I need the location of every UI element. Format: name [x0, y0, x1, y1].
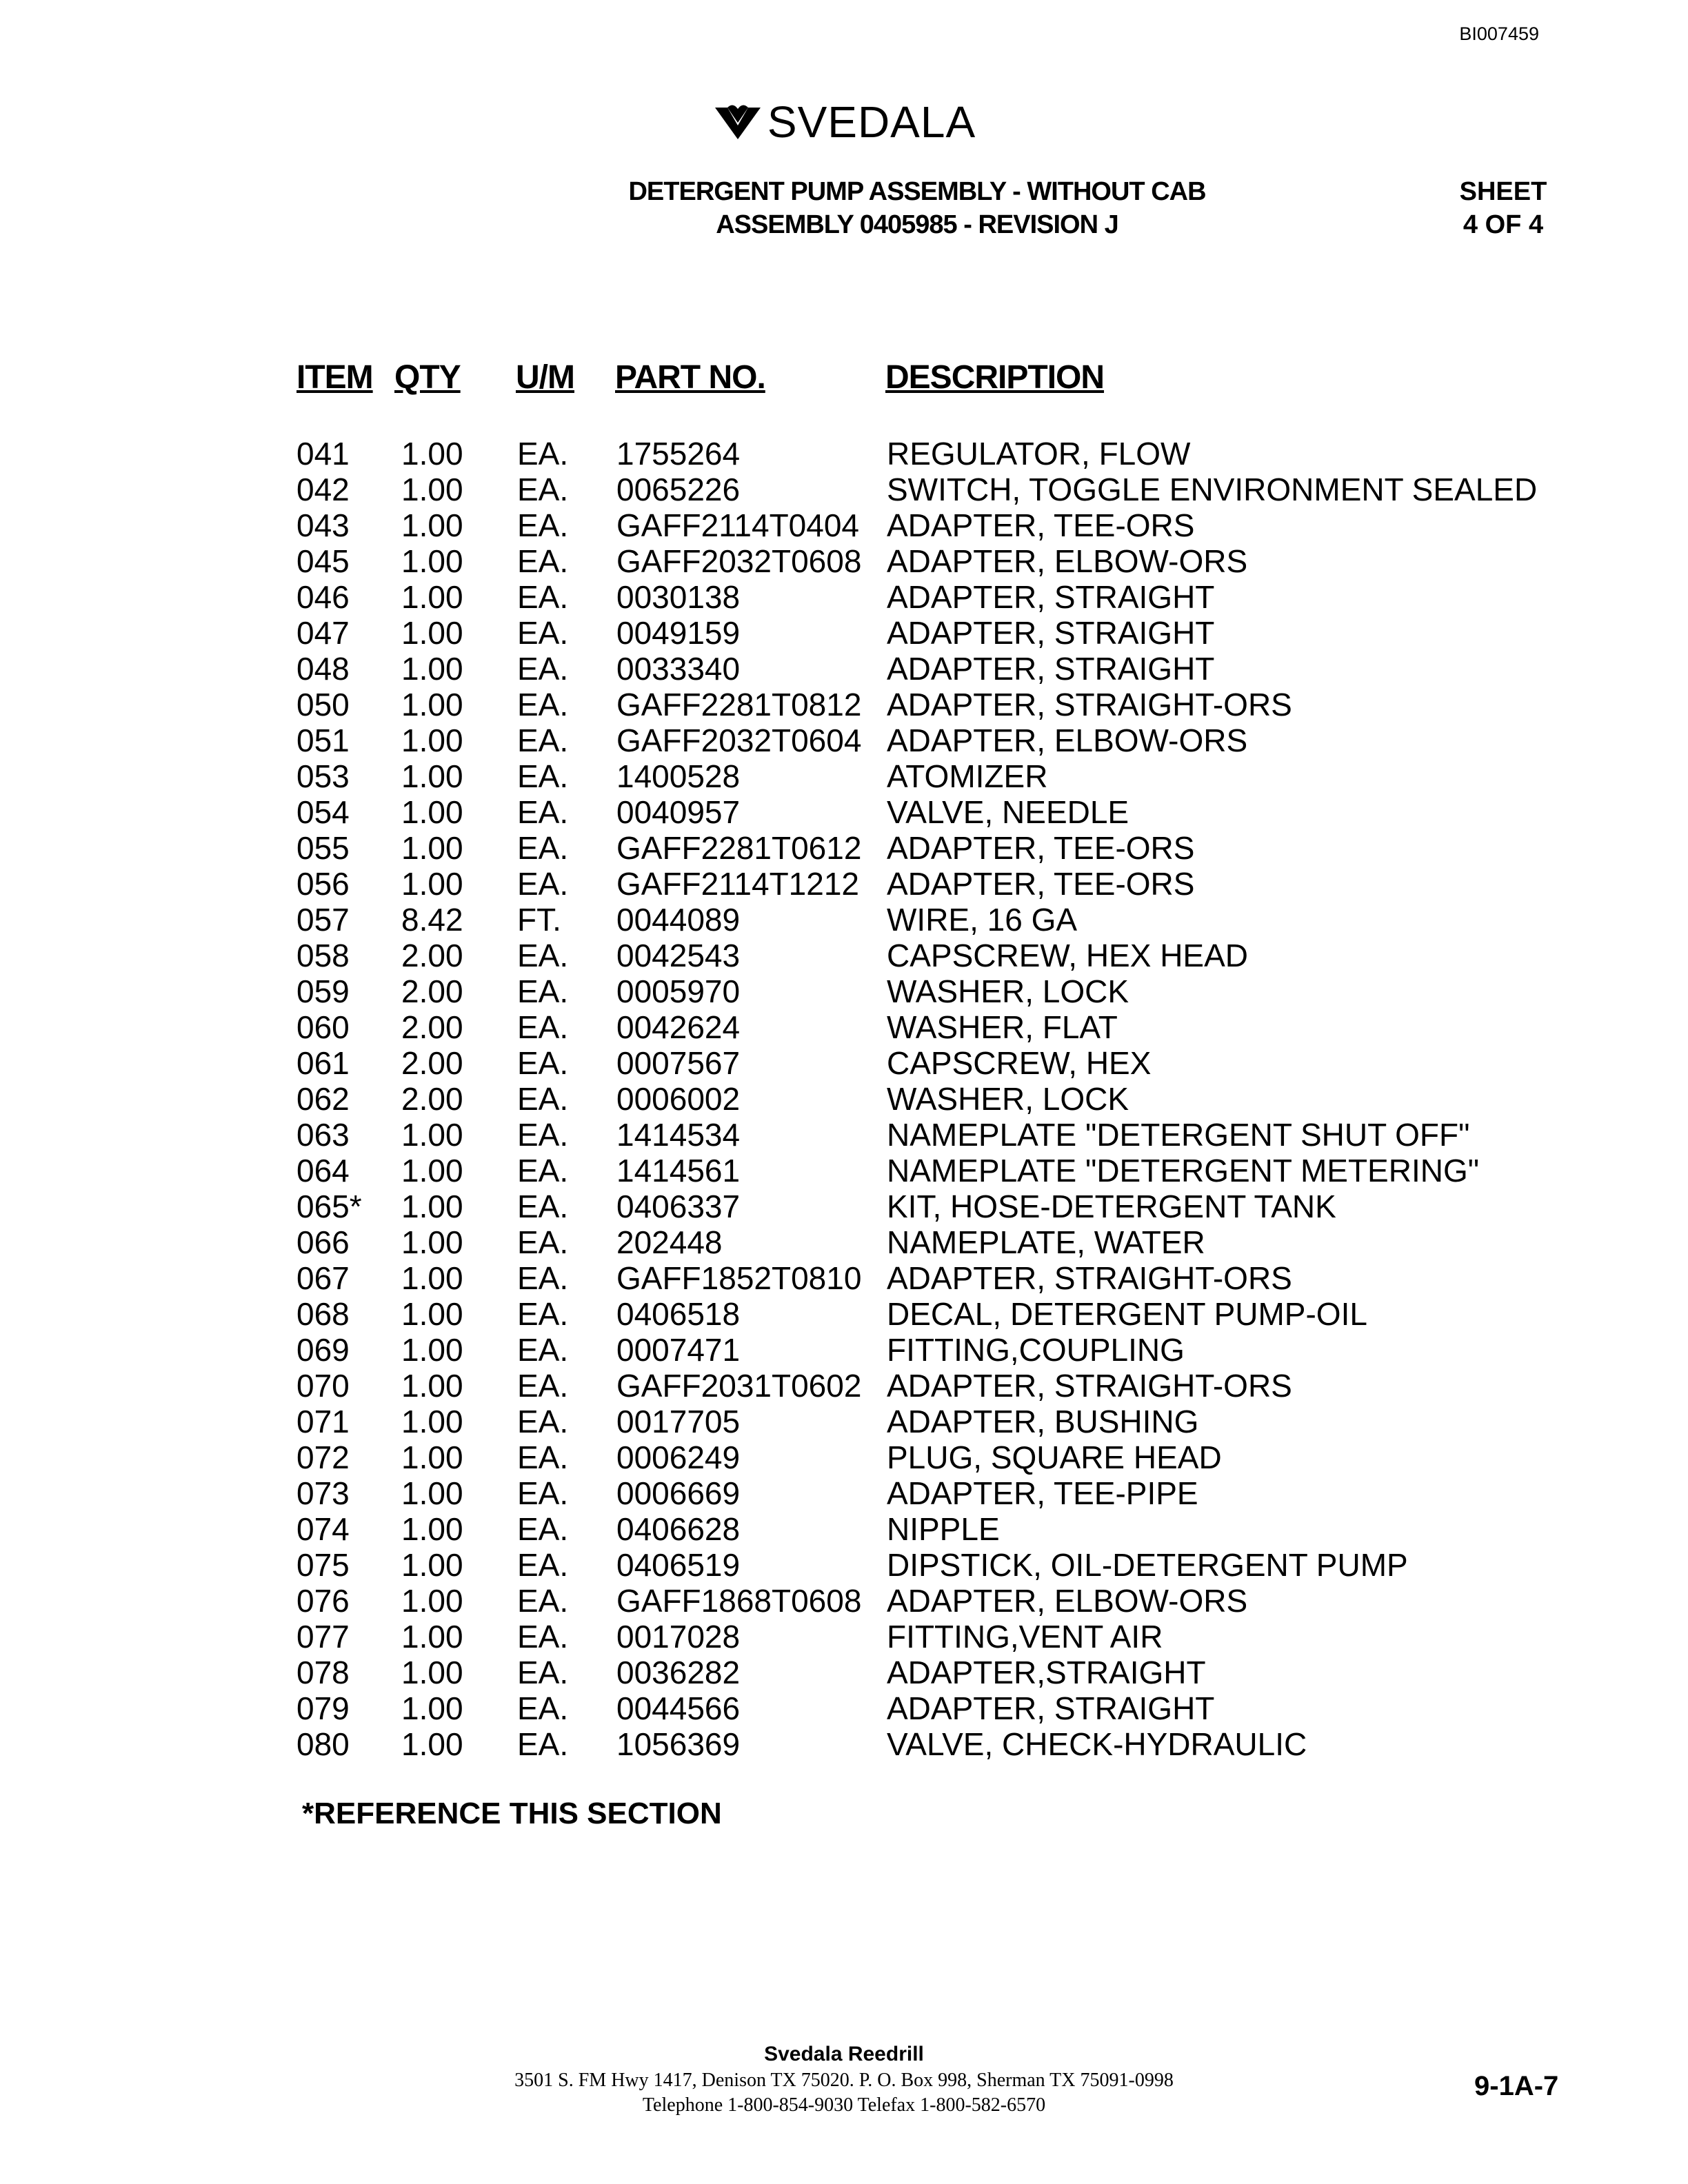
- cell-um: EA.: [517, 1439, 569, 1475]
- cell-um: EA.: [517, 758, 569, 794]
- cell-qty: 1.00: [401, 436, 463, 472]
- cell-part-no: 0017028: [616, 1619, 741, 1655]
- cell-item: 073: [297, 1475, 350, 1511]
- cell-qty: 1.00: [401, 1690, 463, 1726]
- cell-um: EA.: [517, 1726, 569, 1762]
- cell-description: WASHER, LOCK: [887, 973, 1129, 1009]
- cell-description: ADAPTER, ELBOW-ORS: [887, 543, 1248, 579]
- cell-qty: 1.00: [401, 1224, 463, 1260]
- footer-telephone: Telephone 1-800-854-9030 Telefax 1-800-582-6570: [642, 2094, 1046, 2116]
- cell-item: 042: [297, 472, 350, 507]
- cell-description: ADAPTER, TEE-ORS: [887, 830, 1195, 866]
- cell-um: EA.: [517, 436, 569, 472]
- document-title: [572, 175, 1262, 241]
- cell-description: DECAL, DETERGENT PUMP-OIL: [887, 1296, 1367, 1332]
- cell-description: FITTING,VENT AIR: [887, 1619, 1163, 1655]
- cell-item: 050: [297, 687, 350, 722]
- table-row: [0, 507, 1688, 543]
- cell-um: EA.: [517, 1153, 569, 1189]
- table-row: [0, 579, 1688, 615]
- cell-item: 078: [297, 1655, 350, 1690]
- table-row: [0, 651, 1688, 687]
- table-row: [0, 758, 1688, 794]
- cell-um: EA.: [517, 1547, 569, 1583]
- cell-um: EA.: [517, 507, 569, 543]
- cell-qty: 1.00: [401, 1332, 463, 1368]
- table-row: [0, 687, 1688, 722]
- table-row: [0, 722, 1688, 758]
- cell-part-no: 0006669: [616, 1475, 741, 1511]
- cell-part-no: 202448: [616, 1224, 723, 1260]
- cell-qty: 1.00: [401, 1117, 463, 1153]
- cell-item: 056: [297, 866, 350, 902]
- cell-part-no: 0044089: [616, 902, 741, 938]
- cell-item: 061: [297, 1045, 350, 1081]
- cell-description: ADAPTER, STRAIGHT-ORS: [887, 687, 1292, 722]
- table-row: [0, 866, 1688, 902]
- cell-description: ADAPTER, TEE-ORS: [887, 507, 1195, 543]
- cell-description: ADAPTER, TEE-ORS: [887, 866, 1195, 902]
- cell-description: PLUG, SQUARE HEAD: [887, 1439, 1222, 1475]
- cell-qty: 1.00: [401, 1189, 463, 1224]
- cell-qty: 2.00: [401, 973, 463, 1009]
- cell-um: EA.: [517, 579, 569, 615]
- cell-part-no: 0065226: [616, 472, 741, 507]
- cell-description: FITTING,COUPLING: [887, 1332, 1185, 1368]
- cell-part-no: GAFF1868T0608: [616, 1583, 862, 1619]
- cell-qty: 2.00: [401, 1009, 463, 1045]
- cell-part-no: 1414561: [616, 1153, 741, 1189]
- cell-um: EA.: [517, 1690, 569, 1726]
- cell-part-no: 1400528: [616, 758, 741, 794]
- cell-description: ADAPTER, ELBOW-ORS: [887, 1583, 1248, 1619]
- cell-description: CAPSCREW, HEX HEAD: [887, 938, 1248, 973]
- cell-um: EA.: [517, 1404, 569, 1439]
- cell-qty: 1.00: [401, 1153, 463, 1189]
- table-row: [0, 938, 1688, 973]
- table-row: [0, 1332, 1688, 1368]
- cell-um: EA.: [517, 1655, 569, 1690]
- page-number: 9-1A-7: [1474, 2071, 1559, 2101]
- table-row: [0, 1117, 1688, 1153]
- table-row: [0, 1726, 1688, 1762]
- cell-item: 053: [297, 758, 350, 794]
- table-row: [0, 543, 1688, 579]
- cell-description: SWITCH, TOGGLE ENVIRONMENT SEALED: [887, 472, 1538, 507]
- footer-address: 3501 S. FM Hwy 1417, Denison TX 75020. P. O. Box 998, Sherman TX 75091-0998: [514, 2070, 1174, 2091]
- table-row: [0, 1404, 1688, 1439]
- cell-part-no: 0406337: [616, 1189, 741, 1224]
- cell-part-no: 0042624: [616, 1009, 741, 1045]
- cell-item: 051: [297, 722, 350, 758]
- cell-part-no: 0017705: [616, 1404, 741, 1439]
- cell-um: EA.: [517, 687, 569, 722]
- table-row: [0, 1045, 1688, 1081]
- cell-um: EA.: [517, 1260, 569, 1296]
- cell-qty: 1.00: [401, 722, 463, 758]
- column-header-item: ITEM: [297, 359, 373, 396]
- cell-part-no: 0005970: [616, 973, 741, 1009]
- sheet-info: [1434, 175, 1572, 241]
- table-row: [0, 1583, 1688, 1619]
- table-row: [0, 1009, 1688, 1045]
- cell-um: EA.: [517, 1224, 569, 1260]
- cell-qty: 1.00: [401, 830, 463, 866]
- table-row: [0, 1153, 1688, 1189]
- cell-part-no: 0007567: [616, 1045, 741, 1081]
- cell-qty: 1.00: [401, 507, 463, 543]
- cell-item: 055: [297, 830, 350, 866]
- cell-um: EA.: [517, 1189, 569, 1224]
- cell-description: ADAPTER,STRAIGHT: [887, 1655, 1206, 1690]
- cell-item: 041: [297, 436, 350, 472]
- cell-um: EA.: [517, 1009, 569, 1045]
- cell-qty: 1.00: [401, 543, 463, 579]
- cell-um: EA.: [517, 1619, 569, 1655]
- cell-item: 054: [297, 794, 350, 830]
- cell-item: 068: [297, 1296, 350, 1332]
- cell-description: ADAPTER, STRAIGHT-ORS: [887, 1260, 1292, 1296]
- cell-um: EA.: [517, 651, 569, 687]
- cell-description: ATOMIZER: [887, 758, 1048, 794]
- cell-qty: 1.00: [401, 1404, 463, 1439]
- cell-um: EA.: [517, 1583, 569, 1619]
- cell-item: 064: [297, 1153, 350, 1189]
- table-row: [0, 830, 1688, 866]
- cell-item: 072: [297, 1439, 350, 1475]
- column-header-qty: QTY: [394, 359, 461, 396]
- cell-part-no: 1755264: [616, 436, 741, 472]
- cell-description: NAMEPLATE, WATER: [887, 1224, 1205, 1260]
- cell-qty: 1.00: [401, 615, 463, 651]
- cell-item: 075: [297, 1547, 350, 1583]
- cell-description: WASHER, FLAT: [887, 1009, 1118, 1045]
- cell-qty: 1.00: [401, 758, 463, 794]
- cell-um: FT.: [517, 902, 561, 938]
- cell-qty: 1.00: [401, 1475, 463, 1511]
- cell-um: EA.: [517, 973, 569, 1009]
- cell-part-no: GAFF2032T0608: [616, 543, 862, 579]
- cell-description: WASHER, LOCK: [887, 1081, 1129, 1117]
- svedala-logo-mark-icon: [712, 102, 763, 142]
- table-row: [0, 472, 1688, 507]
- cell-part-no: 1414534: [616, 1117, 741, 1153]
- table-row: [0, 1368, 1688, 1404]
- cell-item: 067: [297, 1260, 350, 1296]
- cell-um: EA.: [517, 830, 569, 866]
- company-logo: [0, 97, 1688, 148]
- cell-part-no: 0036282: [616, 1655, 741, 1690]
- cell-description: CAPSCREW, HEX: [887, 1045, 1152, 1081]
- column-header-description: DESCRIPTION: [885, 359, 1105, 396]
- cell-um: EA.: [517, 938, 569, 973]
- column-header-part: PART NO.: [615, 359, 765, 396]
- cell-um: EA.: [517, 1117, 569, 1153]
- table-row: [0, 1655, 1688, 1690]
- cell-qty: 1.00: [401, 687, 463, 722]
- sheet-value: 4 OF 4: [1463, 210, 1544, 239]
- cell-um: EA.: [517, 722, 569, 758]
- table-row: [0, 973, 1688, 1009]
- cell-item: 043: [297, 507, 350, 543]
- cell-qty: 2.00: [401, 938, 463, 973]
- cell-um: EA.: [517, 1332, 569, 1368]
- cell-item: 076: [297, 1583, 350, 1619]
- table-row: [0, 1260, 1688, 1296]
- table-row: [0, 1439, 1688, 1475]
- title-line-2: ASSEMBLY 0405985 - REVISION J: [716, 210, 1118, 239]
- cell-item: 070: [297, 1368, 350, 1404]
- cell-um: EA.: [517, 615, 569, 651]
- cell-qty: 1.00: [401, 1439, 463, 1475]
- cell-description: WIRE, 16 GA: [887, 902, 1078, 938]
- cell-part-no: 0406519: [616, 1547, 741, 1583]
- cell-um: EA.: [517, 1511, 569, 1547]
- cell-um: EA.: [517, 866, 569, 902]
- cell-part-no: GAFF2032T0604: [616, 722, 862, 758]
- cell-part-no: 0406518: [616, 1296, 741, 1332]
- cell-part-no: 0049159: [616, 615, 741, 651]
- table-row: [0, 902, 1688, 938]
- cell-item: 069: [297, 1332, 350, 1368]
- cell-part-no: 0033340: [616, 651, 741, 687]
- cell-part-no: GAFF2114T1212: [616, 866, 860, 902]
- cell-item: 080: [297, 1726, 350, 1762]
- cell-qty: 1.00: [401, 1368, 463, 1404]
- cell-description: ADAPTER, STRAIGHT: [887, 651, 1215, 687]
- cell-qty: 1.00: [401, 651, 463, 687]
- table-row: [0, 1619, 1688, 1655]
- cell-item: 060: [297, 1009, 350, 1045]
- cell-description: ADAPTER, STRAIGHT: [887, 615, 1215, 651]
- table-row: [0, 1189, 1688, 1224]
- cell-item: 045: [297, 543, 350, 579]
- cell-qty: 1.00: [401, 1547, 463, 1583]
- cell-item: 065*: [297, 1189, 362, 1224]
- cell-um: EA.: [517, 1081, 569, 1117]
- cell-qty: 2.00: [401, 1045, 463, 1081]
- cell-part-no: GAFF2281T0612: [616, 830, 862, 866]
- cell-part-no: 0042543: [616, 938, 741, 973]
- cell-item: 057: [297, 902, 350, 938]
- cell-description: KIT, HOSE-DETERGENT TANK: [887, 1189, 1336, 1224]
- cell-item: 048: [297, 651, 350, 687]
- cell-qty: 1.00: [401, 579, 463, 615]
- cell-item: 077: [297, 1619, 350, 1655]
- table-row: [0, 1296, 1688, 1332]
- cell-qty: 8.42: [401, 902, 463, 938]
- cell-qty: 1.00: [401, 1619, 463, 1655]
- cell-qty: 1.00: [401, 1260, 463, 1296]
- cell-qty: 1.00: [401, 1655, 463, 1690]
- cell-part-no: 0007471: [616, 1332, 741, 1368]
- logo-text: SVEDALA: [767, 97, 976, 147]
- cell-part-no: 1056369: [616, 1726, 741, 1762]
- cell-um: EA.: [517, 543, 569, 579]
- cell-um: EA.: [517, 794, 569, 830]
- table-row: [0, 1224, 1688, 1260]
- cell-description: ADAPTER, BUSHING: [887, 1404, 1199, 1439]
- cell-part-no: GAFF1852T0810: [616, 1260, 862, 1296]
- sheet-label: SHEET: [1459, 177, 1547, 206]
- parts-list: [0, 436, 1688, 1762]
- cell-item: 059: [297, 973, 350, 1009]
- cell-item: 079: [297, 1690, 350, 1726]
- cell-description: NAMEPLATE "DETERGENT SHUT OFF": [887, 1117, 1470, 1153]
- cell-part-no: 0040957: [616, 794, 741, 830]
- table-row: [0, 436, 1688, 472]
- cell-qty: 2.00: [401, 1081, 463, 1117]
- cell-qty: 1.00: [401, 1511, 463, 1547]
- table-row: [0, 1475, 1688, 1511]
- title-line-1: DETERGENT PUMP ASSEMBLY - WITHOUT CAB: [628, 177, 1206, 206]
- table-row: [0, 1690, 1688, 1726]
- cell-um: EA.: [517, 1368, 569, 1404]
- reference-note: *REFERENCE THIS SECTION: [302, 1797, 722, 1830]
- footer-company: Svedala Reedrill: [764, 2043, 924, 2065]
- cell-part-no: 0044566: [616, 1690, 741, 1726]
- cell-description: ADAPTER, STRAIGHT: [887, 579, 1215, 615]
- cell-qty: 1.00: [401, 472, 463, 507]
- cell-part-no: GAFF2114T0404: [616, 507, 860, 543]
- cell-part-no: GAFF2281T0812: [616, 687, 862, 722]
- cell-item: 066: [297, 1224, 350, 1260]
- cell-description: VALVE, CHECK-HYDRAULIC: [887, 1726, 1307, 1762]
- cell-part-no: 0006002: [616, 1081, 741, 1117]
- cell-um: EA.: [517, 1296, 569, 1332]
- table-row: [0, 1547, 1688, 1583]
- cell-item: 047: [297, 615, 350, 651]
- cell-item: 071: [297, 1404, 350, 1439]
- cell-item: 074: [297, 1511, 350, 1547]
- cell-item: 058: [297, 938, 350, 973]
- table-row: [0, 1511, 1688, 1547]
- cell-qty: 1.00: [401, 1296, 463, 1332]
- cell-qty: 1.00: [401, 1583, 463, 1619]
- table-row: [0, 794, 1688, 830]
- cell-item: 046: [297, 579, 350, 615]
- cell-description: REGULATOR, FLOW: [887, 436, 1191, 472]
- footer: [0, 2041, 1688, 2118]
- cell-part-no: 0406628: [616, 1511, 741, 1547]
- cell-um: EA.: [517, 1045, 569, 1081]
- cell-description: NAMEPLATE "DETERGENT METERING": [887, 1153, 1480, 1189]
- cell-description: ADAPTER, STRAIGHT: [887, 1690, 1215, 1726]
- cell-description: NIPPLE: [887, 1511, 1000, 1547]
- cell-description: DIPSTICK, OIL-DETERGENT PUMP: [887, 1547, 1408, 1583]
- cell-item: 063: [297, 1117, 350, 1153]
- cell-description: ADAPTER, TEE-PIPE: [887, 1475, 1198, 1511]
- column-header-um: U/M: [516, 359, 574, 396]
- cell-qty: 1.00: [401, 866, 463, 902]
- cell-qty: 1.00: [401, 1726, 463, 1762]
- cell-part-no: 0030138: [616, 579, 741, 615]
- table-row: [0, 1081, 1688, 1117]
- cell-description: VALVE, NEEDLE: [887, 794, 1129, 830]
- cell-um: EA.: [517, 1475, 569, 1511]
- cell-description: ADAPTER, ELBOW-ORS: [887, 722, 1248, 758]
- cell-um: EA.: [517, 472, 569, 507]
- cell-item: 062: [297, 1081, 350, 1117]
- table-row: [0, 615, 1688, 651]
- cell-qty: 1.00: [401, 794, 463, 830]
- cell-description: ADAPTER, STRAIGHT-ORS: [887, 1368, 1292, 1404]
- cell-part-no: GAFF2031T0602: [616, 1368, 862, 1404]
- cell-part-no: 0006249: [616, 1439, 741, 1475]
- document-id: BI007459: [1459, 23, 1539, 44]
